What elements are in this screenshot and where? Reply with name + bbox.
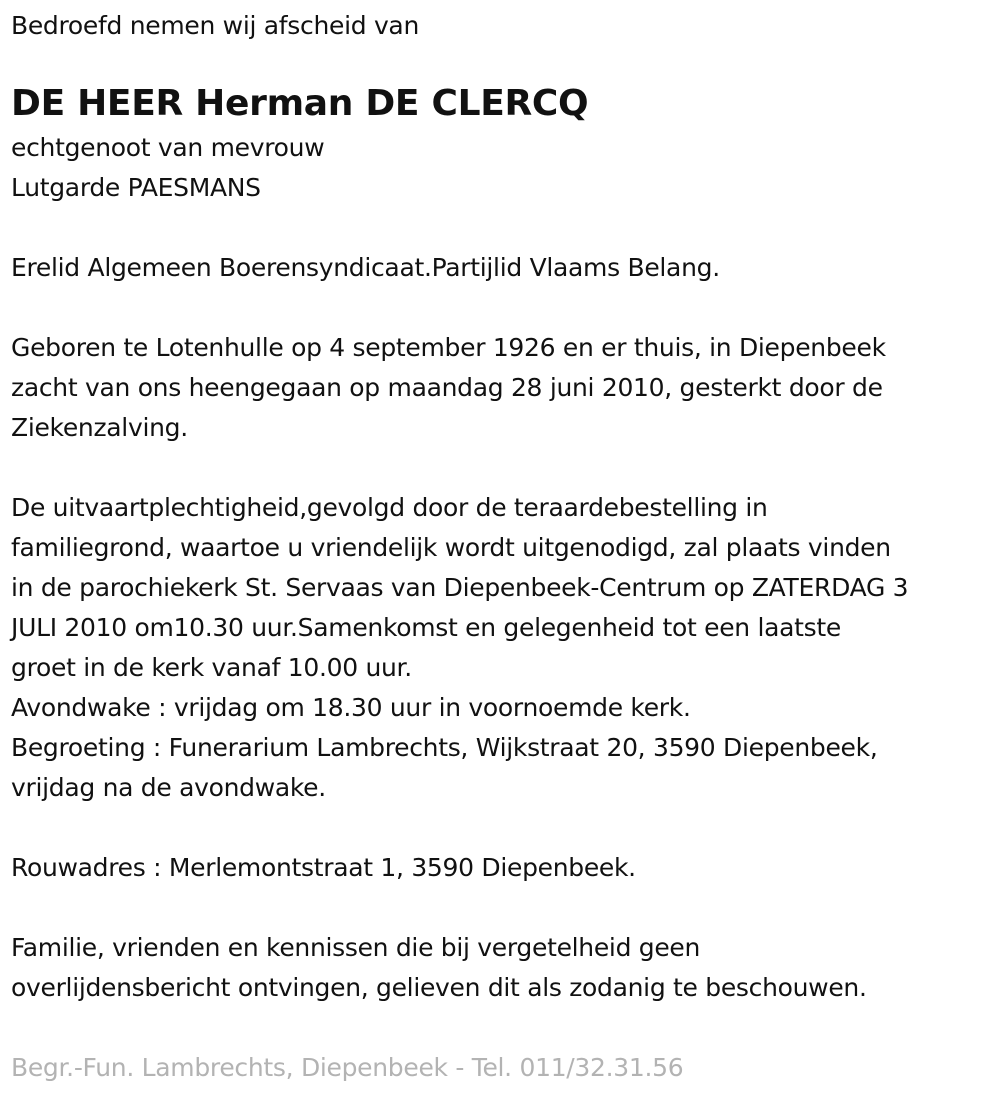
intro-text: Bedroefd nemen wij afscheid van	[11, 11, 419, 40]
spacer	[11, 888, 986, 928]
deceased-name: DE HEER Herman DE CLERCQ	[11, 83, 589, 124]
funeral-line: JULI 2010 om10.30 uur.Samenkomst en gelegenheid tot een laatste	[11, 613, 841, 642]
funeral-line: De uitvaartplechtigheid,gevolgd door de teraardebestelling in	[11, 493, 768, 522]
spacer	[11, 448, 986, 488]
spacer	[11, 288, 986, 328]
death-notice	[11, 6, 986, 1088]
spacer	[11, 808, 986, 848]
funeral-line: groet in de kerk vanaf 10.00 uur.	[11, 653, 412, 682]
spouse-name: Lutgarde PAESMANS	[11, 173, 261, 202]
birth-line: Geboren te Lotenhulle op 4 september 1926 en er thuis, in Diepenbeek	[11, 333, 886, 362]
spouse-label: echtgenoot van mevrouw	[11, 133, 325, 162]
birth-line: zacht van ons heengegaan op maandag 28 juni 2010, gesterkt door de	[11, 373, 883, 402]
closing-line: Familie, vrienden en kennissen die bij vergetelheid geen	[11, 933, 701, 962]
mourning-address: Rouwadres : Merlemontstraat 1, 3590 Diepenbeek.	[11, 853, 636, 882]
funeral-home-footer: Begr.-Fun. Lambrechts, Diepenbeek - Tel. 011/32.31.56	[11, 1053, 684, 1082]
funeral-paragraph	[11, 488, 986, 808]
visitation-line: Begroeting : Funerarium Lambrechts, Wijkstraat 20, 3590 Diepenbeek,	[11, 733, 878, 762]
wake-line: Avondwake : vrijdag om 18.30 uur in voornoemde kerk.	[11, 693, 691, 722]
funeral-line: in de parochiekerk St. Servaas van Diepenbeek-Centrum op ZATERDAG 3	[11, 573, 909, 602]
membership-text: Erelid Algemeen Boerensyndicaat.Partijlid Vlaams Belang.	[11, 253, 720, 282]
funeral-line: familiegrond, waartoe u vriendelijk wordt uitgenodigd, zal plaats vinden	[11, 533, 891, 562]
birth-paragraph	[11, 328, 986, 448]
closing-paragraph	[11, 928, 986, 1008]
spacer	[11, 208, 986, 248]
spacer	[11, 1008, 986, 1048]
birth-line: Ziekenzalving.	[11, 413, 188, 442]
visitation-line: vrijdag na de avondwake.	[11, 773, 326, 802]
closing-line: overlijdensbericht ontvingen, gelieven dit als zodanig te beschouwen.	[11, 973, 867, 1002]
